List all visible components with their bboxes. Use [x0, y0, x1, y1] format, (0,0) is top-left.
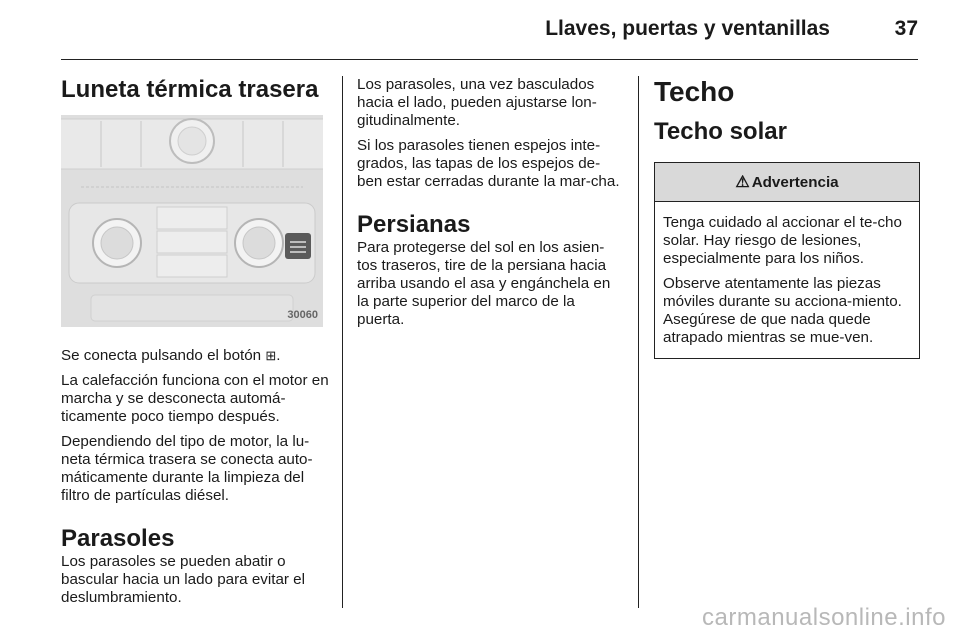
section-heading-techo-solar: Techo solar — [654, 118, 787, 145]
paragraph: La calefacción funciona con el motor en marcha y se desconecta automá-ticamente poco tiempo después. — [61, 372, 329, 425]
figure-code: 30060 — [287, 309, 318, 321]
column-divider-2 — [638, 76, 639, 608]
climate-control-panel-image — [61, 115, 323, 327]
paragraph: Los parasoles se pueden abatir o bascular hacia un lado para evitar el deslumbramiento. — [61, 553, 305, 606]
warning-body — [655, 202, 919, 358]
warning-triangle-icon: ⚠ — [735, 174, 750, 191]
paragraph: Los parasoles, una vez basculados hacia el lado, pueden ajustarse lon-gitudinalmente. — [357, 76, 597, 129]
paragraph: Si los parasoles tienen espejos inte-grados, las tapas de los espejos de-ben estar cerradas durante la mar-cha. — [357, 137, 620, 190]
page-number: 37 — [894, 17, 918, 40]
paragraph: Se conecta pulsando el botón ⊞. — [61, 347, 281, 364]
column-3 — [654, 76, 920, 359]
warning-title: Advertencia — [751, 174, 839, 191]
header-rule — [61, 59, 918, 60]
section-heading-persianas: Persianas — [357, 211, 471, 238]
warning-paragraph: Observe atentamente las piezas móviles durante su acciona-miento. Asegúrese de que nada quede atrapado mientras se mue-ven. — [663, 275, 902, 346]
watermark: carmanualsonline.info — [702, 604, 946, 631]
warning-paragraph: Tenga cuidado al accionar el te-cho solar. Hay riesgo de lesiones, especialmente para los niños. — [663, 214, 902, 267]
section-heading-parasoles: Parasoles — [61, 525, 175, 552]
chapter-heading-techo: Techo — [654, 76, 735, 107]
warning-box — [654, 162, 920, 359]
console-illustration — [61, 115, 323, 327]
column-divider-1 — [342, 76, 343, 608]
warning-header — [655, 163, 919, 202]
rear-window-defrost-icon: ⊞ — [265, 348, 277, 363]
column-1 — [61, 76, 329, 614]
paragraph: Dependiendo del tipo de motor, la lu-neta térmica trasera se conecta auto-máticamente durante la limpieza del filtro de partículas diésel. — [61, 433, 313, 504]
column-2 — [357, 76, 623, 336]
paragraph: Para protegerse del sol en los asien-tos traseros, tire de la persiana hacia arriba usando el asa y engánchela en la parte superior del marco de la puerta. — [357, 239, 611, 328]
section-heading-luneta: Luneta térmica trasera — [61, 76, 319, 103]
page-header-title: Llaves, puertas y ventanillas — [545, 17, 830, 40]
